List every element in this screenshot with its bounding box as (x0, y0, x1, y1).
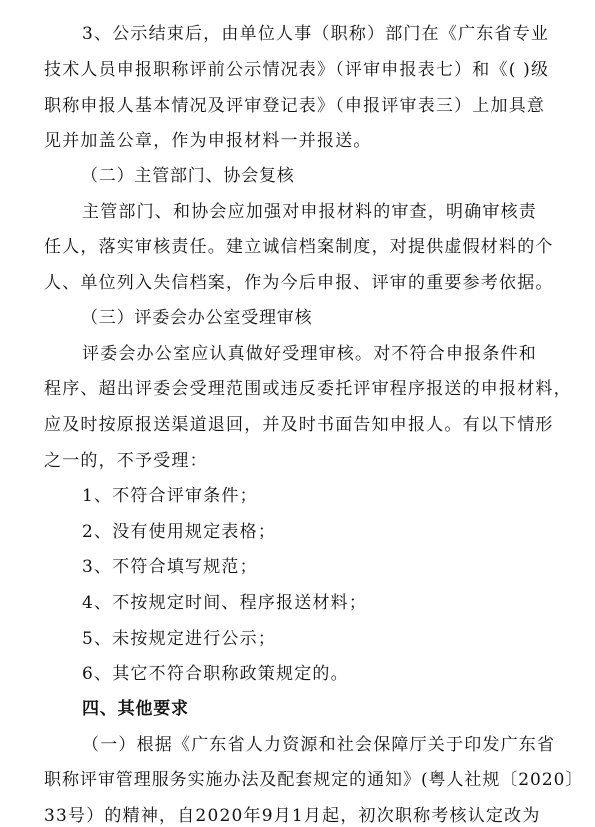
body-text-line: （一）根据《广东省人力资源和社会保障厅关于印发广东省 (82, 735, 556, 755)
list-item: 2、没有使用规定表格； (82, 522, 277, 542)
chapter-heading: 四、其他要求 (82, 699, 189, 719)
body-text-line: 任人，落实审核责任。建立诚信档案制度，对提供虚假材料的个 (44, 237, 554, 257)
list-item: 6、其它不符合职称政策规定的。 (82, 664, 349, 684)
body-text-line: 3、公示结束后，由单位人事（职称）部门在《广东省专业 (82, 24, 550, 44)
list-item: 4、不按规定时间、程序报送材料； (82, 593, 368, 613)
body-text-line: 之一的，不予受理： (44, 451, 208, 471)
body-text-line: 职称申报人基本情况及评审登记表》（申报评审表三）上加具意 (44, 96, 546, 116)
list-item: 1、不符合评审条件； (82, 486, 258, 506)
body-text-line: 应及时按原报送渠道退回，并及时书面告知申报人。有以下情形 (44, 415, 554, 435)
body-text-line: 33号）的精神，自2020年9月1月起，初次职称考核认定改为 (44, 806, 541, 826)
section-heading: （三）评委会办公室受理审核 (81, 308, 313, 328)
body-text-line: 程序、超出评委会受理范围或违反委托评审程序报送的申报材料， (44, 379, 572, 399)
list-item: 5、未按规定进行公示； (82, 629, 277, 649)
body-text-line: 人、单位列入失信档案，作为今后申报、评审的重要参考依据。 (44, 273, 554, 293)
body-text-line: 技术人员申报职称评前公示情况表》（评审申报表七）和《( )级 (44, 60, 550, 80)
section-heading: （二）主管部门、协会复核 (81, 166, 295, 186)
list-item: 3、不符合填写规范； (82, 557, 258, 577)
body-text-line: 见并加盖公章，作为申报材料一并报送。 (44, 131, 372, 151)
body-text-line: 主管部门、和协会应加强对申报材料的审查，明确审核责 (82, 202, 537, 222)
body-text-line: 评委会办公室应认真做好受理审核。对不符合申报条件和 (82, 344, 537, 364)
body-text-line: 职称评审管理服务实施办法及配套规定的通知》(粤人社规〔2020〕 (44, 770, 584, 790)
